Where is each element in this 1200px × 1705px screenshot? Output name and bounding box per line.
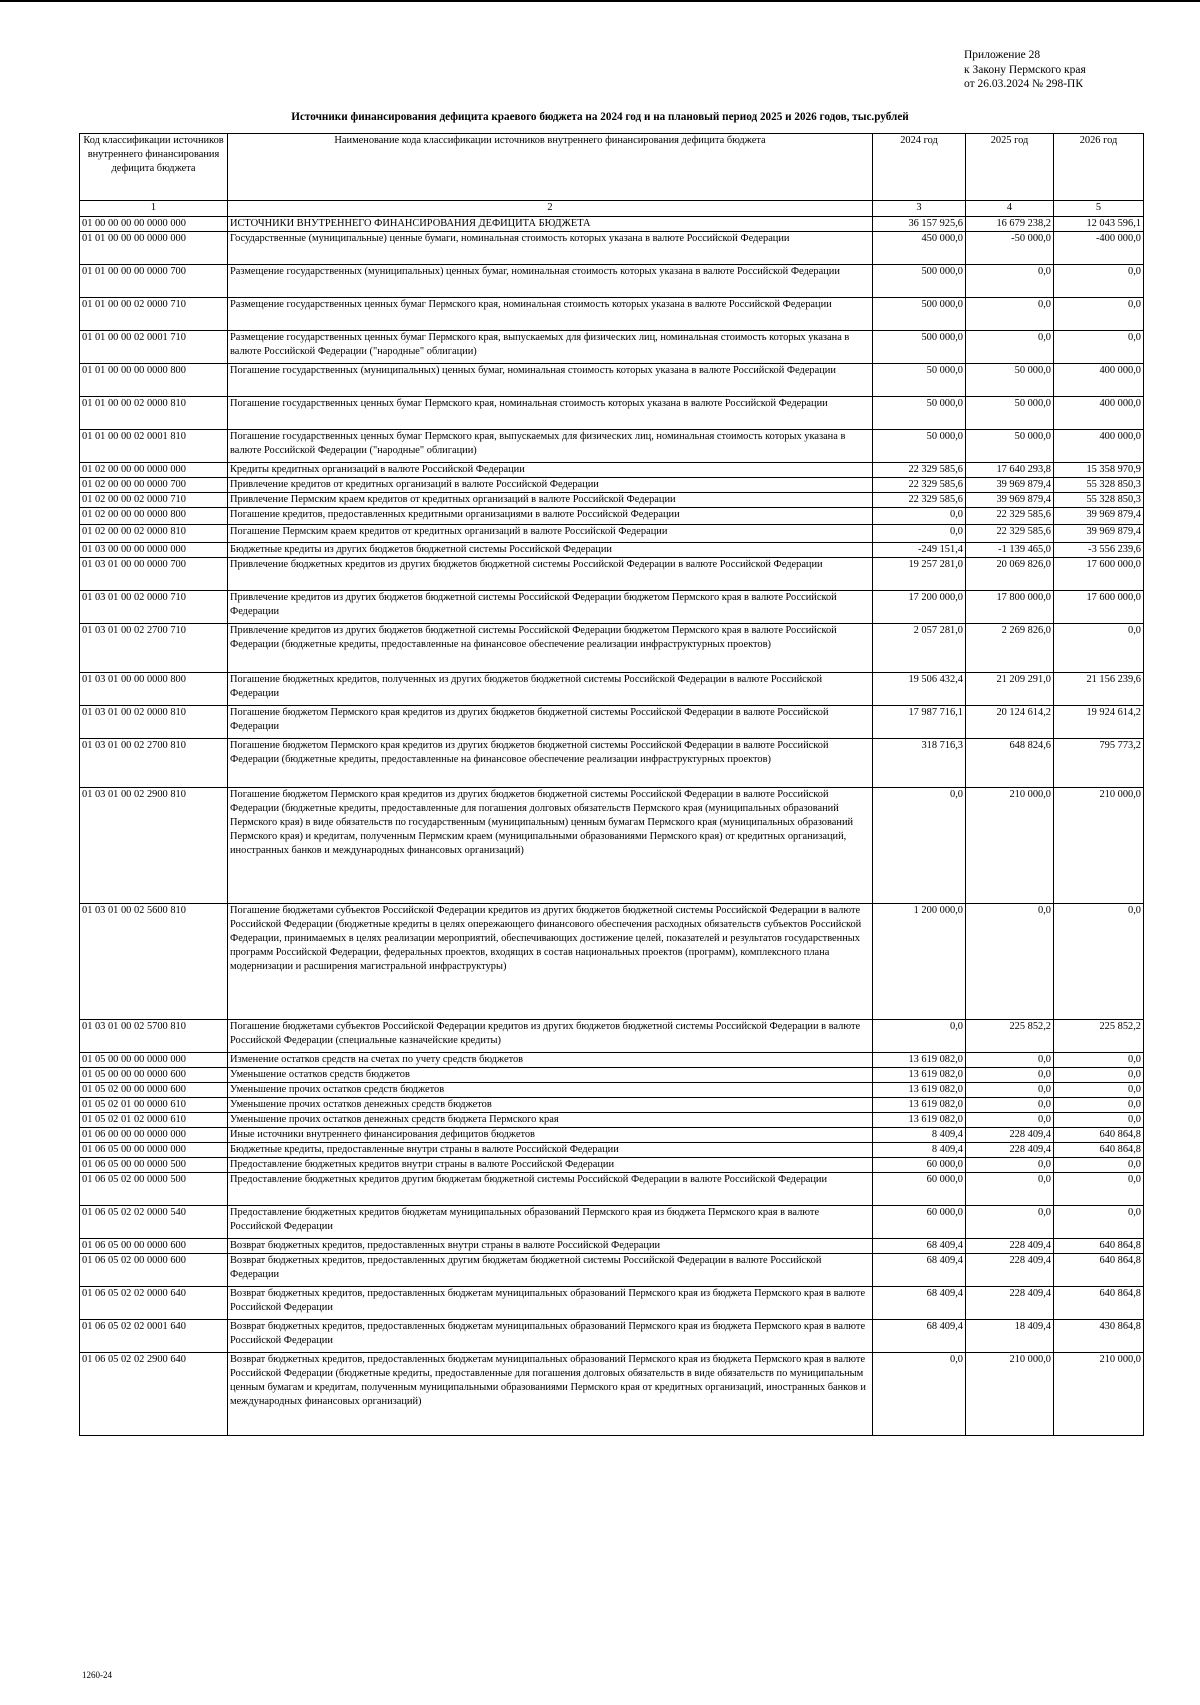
table-cell-2024: 450 000,0	[873, 232, 966, 265]
table-cell-name: Погашение бюджетом Пермского края кредитов из других бюджетов бюджетной системы Российской Федерации в валюте Российской Федерации (бюджетные кредиты, предоставленные для погашения долговых обязательств Пермского края (муниципальных образований Пермского края) в виде обязательств по государственным (муниципальным) ценным бумагам Пермского края (муниципальных образований Пермского края) и кредитам, полученным Пермским краем (муниципальными образованиями Пермского края) от кредитных организаций, иностранных банков и международных финансовых организаций)	[228, 788, 873, 904]
table-cell-2024: 500 000,0	[873, 331, 966, 364]
table-cell-code: 01 02 00 00 00 0000 000	[80, 463, 228, 478]
table-cell-name: Кредиты кредитных организаций в валюте Российской Федерации	[228, 463, 873, 478]
table-cell-code: 01 01 00 00 00 0000 700	[80, 265, 228, 298]
table-cell-name: Бюджетные кредиты из других бюджетов бюджетной системы Российской Федерации	[228, 543, 873, 558]
header-2024: 2024 год	[873, 134, 966, 201]
table-cell-2024: 36 157 925,6	[873, 217, 966, 232]
table-cell-2024: 17 987 716,1	[873, 706, 966, 739]
table-cell-2024: 22 329 585,6	[873, 493, 966, 508]
table-cell-code: 01 01 00 00 00 0000 800	[80, 364, 228, 397]
document-footer-code: 1260-24	[82, 1670, 112, 1680]
table-cell-2024: 50 000,0	[873, 397, 966, 430]
table-cell-2024: 68 409,4	[873, 1239, 966, 1254]
table-row	[80, 1068, 1144, 1083]
table-row	[80, 265, 1144, 298]
table-cell-2024: 8 409,4	[873, 1128, 966, 1143]
table-row	[80, 904, 1144, 1020]
table-cell-2024: 2 057 281,0	[873, 624, 966, 673]
table-cell-code: 01 02 00 00 02 0000 710	[80, 493, 228, 508]
table-cell-2026: 17 600 000,0	[1054, 558, 1144, 591]
table-cell-2024: 60 000,0	[873, 1173, 966, 1206]
table-cell-2025: 22 329 585,6	[966, 525, 1054, 543]
table-row	[80, 1320, 1144, 1353]
table-row	[80, 217, 1144, 232]
table-cell-2025: 0,0	[966, 1068, 1054, 1083]
table-header-row	[80, 134, 1144, 201]
table-cell-2024: 13 619 082,0	[873, 1053, 966, 1068]
table-cell-code: 01 05 02 01 02 0000 610	[80, 1113, 228, 1128]
table-row	[80, 298, 1144, 331]
table-row	[80, 1254, 1144, 1287]
table-cell-name: Погашение Пермским краем кредитов от кредитных организаций в валюте Российской Федерации	[228, 525, 873, 543]
table-cell-name: Привлечение бюджетных кредитов из других бюджетов бюджетной системы Российской Федерации в валюте Российской Федерации	[228, 558, 873, 591]
table-cell-code: 01 03 01 00 02 2900 810	[80, 788, 228, 904]
table-cell-2026: 400 000,0	[1054, 397, 1144, 430]
table-row	[80, 1206, 1144, 1239]
table-cell-2026: 0,0	[1054, 298, 1144, 331]
table-cell-2025: 0,0	[966, 1206, 1054, 1239]
table-row	[80, 1287, 1144, 1320]
table-cell-code: 01 06 05 02 02 0000 540	[80, 1206, 228, 1239]
table-cell-2024: 22 329 585,6	[873, 478, 966, 493]
table-cell-name: Предоставление бюджетных кредитов другим бюджетам бюджетной системы Российской Федерации в валюте Российской Федерации	[228, 1173, 873, 1206]
column-number: 5	[1054, 201, 1144, 217]
table-cell-2026: 12 043 596,1	[1054, 217, 1144, 232]
table-cell-2025: 0,0	[966, 331, 1054, 364]
table-cell-2026: 19 924 614,2	[1054, 706, 1144, 739]
table-cell-code: 01 01 00 00 02 0000 810	[80, 397, 228, 430]
table-row	[80, 591, 1144, 624]
table-row	[80, 508, 1144, 525]
table-cell-code: 01 01 00 00 02 0000 710	[80, 298, 228, 331]
table-cell-2024: 0,0	[873, 788, 966, 904]
table-cell-2025: 21 209 291,0	[966, 673, 1054, 706]
table-cell-name: Погашение бюджетами субъектов Российской Федерации кредитов из других бюджетов бюджетной системы Российской Федерации в валюте Российской Федерации (бюджетные кредиты в целях опережающего финансового обеспечения расходных обязательств субъектов Российской Федерации, принимаемых в целях реализации мероприятий, обеспечивающих достижение целей, показателей и результатов государственных программ Российской Федерации, федеральных проектов, входящих в состав национальных проектов (программ), комплексного плана модернизации и расширения магистральной инфраструктуры)	[228, 904, 873, 1020]
table-cell-2026: 0,0	[1054, 265, 1144, 298]
table-cell-name: Возврат бюджетных кредитов, предоставленных бюджетам муниципальных образований Пермского края из бюджета Пермского края в валюте Российской Федерации (бюджетные кредиты, предоставленные для погашения долговых обязательств в виде обязательств по муниципальным ценным бумагам и кредитам, полученным муниципальными образованиями Пермского края от кредитных организаций, иностранных банков и международных финансовых организаций)	[228, 1353, 873, 1436]
table-cell-2025: 0,0	[966, 1173, 1054, 1206]
table-cell-2025: -50 000,0	[966, 232, 1054, 265]
table-cell-2025: 648 824,6	[966, 739, 1054, 788]
table-cell-2025: 0,0	[966, 1098, 1054, 1113]
table-cell-2024: 17 200 000,0	[873, 591, 966, 624]
table-cell-2026: 210 000,0	[1054, 1353, 1144, 1436]
table-cell-code: 01 03 01 00 00 0000 800	[80, 673, 228, 706]
table-cell-code: 01 06 00 00 00 0000 000	[80, 1128, 228, 1143]
table-row	[80, 493, 1144, 508]
table-row	[80, 1128, 1144, 1143]
table-row	[80, 1083, 1144, 1098]
header-code: Код классификации источников внутреннего финансирования дефицита бюджета	[80, 134, 228, 201]
table-cell-code: 01 05 02 00 00 0000 600	[80, 1083, 228, 1098]
table-cell-2024: 318 716,3	[873, 739, 966, 788]
table-cell-2025: 0,0	[966, 1053, 1054, 1068]
table-cell-name: Размещение государственных ценных бумаг Пермского края, выпускаемых для физических лиц, номинальная стоимость которых указана в валюте Российской Федерации ("народные" облигации)	[228, 331, 873, 364]
table-cell-name: Привлечение кредитов из других бюджетов бюджетной системы Российской Федерации бюджетом Пермского края в валюте Российской Федерации	[228, 591, 873, 624]
table-cell-2026: 0,0	[1054, 904, 1144, 1020]
table-cell-2026: 795 773,2	[1054, 739, 1144, 788]
table-row	[80, 739, 1144, 788]
table-row	[80, 558, 1144, 591]
table-row	[80, 525, 1144, 543]
table-cell-2025: 228 409,4	[966, 1128, 1054, 1143]
table-cell-2024: 19 257 281,0	[873, 558, 966, 591]
table-cell-2025: 22 329 585,6	[966, 508, 1054, 525]
table-cell-2024: 13 619 082,0	[873, 1098, 966, 1113]
table-cell-2026: 0,0	[1054, 331, 1144, 364]
appendix-law: к Закону Пермского края	[964, 63, 1086, 76]
table-cell-name: Уменьшение остатков средств бюджетов	[228, 1068, 873, 1083]
table-row	[80, 1143, 1144, 1158]
table-cell-2026: 55 328 850,3	[1054, 493, 1144, 508]
table-row	[80, 788, 1144, 904]
table-cell-code: 01 06 05 02 00 0000 600	[80, 1254, 228, 1287]
table-cell-2025: 210 000,0	[966, 1353, 1054, 1436]
table-cell-name: Привлечение Пермским краем кредитов от кредитных организаций в валюте Российской Федерации	[228, 493, 873, 508]
table-row	[80, 364, 1144, 397]
table-cell-2026: 0,0	[1054, 1068, 1144, 1083]
table-cell-name: Предоставление бюджетных кредитов бюджетам муниципальных образований Пермского края из бюджета Пермского края в валюте Российской Федерации	[228, 1206, 873, 1239]
table-cell-2025: 225 852,2	[966, 1020, 1054, 1053]
column-number-row	[80, 201, 1144, 217]
table-cell-2025: 50 000,0	[966, 364, 1054, 397]
table-cell-2024: 0,0	[873, 508, 966, 525]
table-cell-2026: 0,0	[1054, 1053, 1144, 1068]
table-row	[80, 331, 1144, 364]
table-cell-2026: 0,0	[1054, 1113, 1144, 1128]
table-cell-2025: 39 969 879,4	[966, 493, 1054, 508]
table-row	[80, 1158, 1144, 1173]
table-cell-2025: 0,0	[966, 904, 1054, 1020]
table-row	[80, 1173, 1144, 1206]
table-cell-2025: 228 409,4	[966, 1287, 1054, 1320]
table-cell-name: Возврат бюджетных кредитов, предоставленных бюджетам муниципальных образований Пермского края из бюджета Пермского края в валюте Российской Федерации	[228, 1320, 873, 1353]
page-title: Источники финансирования дефицита краевого бюджета на 2024 год и на плановый период 2025 и 2026 годов, тыс.рублей	[291, 111, 909, 123]
table-cell-2026: 39 969 879,4	[1054, 525, 1144, 543]
table-cell-2025: 0,0	[966, 1113, 1054, 1128]
table-cell-2026: 640 864,8	[1054, 1287, 1144, 1320]
table-cell-code: 01 03 00 00 00 0000 000	[80, 543, 228, 558]
table-cell-name: Погашение государственных (муниципальных) ценных бумаг, номинальная стоимость которых указана в валюте Российской Федерации	[228, 364, 873, 397]
table-cell-name: Иные источники внутреннего финансирования дефицитов бюджетов	[228, 1128, 873, 1143]
table-cell-2024: 13 619 082,0	[873, 1113, 966, 1128]
table-cell-2025: 0,0	[966, 1158, 1054, 1173]
table-row	[80, 430, 1144, 463]
header-name: Наименование кода классификации источников внутреннего финансирования дефицита бюджета	[228, 134, 873, 201]
table-cell-2024: 50 000,0	[873, 430, 966, 463]
table-cell-2024: 50 000,0	[873, 364, 966, 397]
table-body	[80, 217, 1144, 1436]
table-cell-name: Возврат бюджетных кредитов, предоставленных внутри страны в валюте Российской Федерации	[228, 1239, 873, 1254]
table-cell-2026: 640 864,8	[1054, 1128, 1144, 1143]
table-cell-name: Погашение бюджетных кредитов, полученных из других бюджетов бюджетной системы Российской Федерации в валюте Российской Федерации	[228, 673, 873, 706]
table-cell-name: Возврат бюджетных кредитов, предоставленных другим бюджетам бюджетной системы Российской Федерации в валюте Российской Федерации	[228, 1254, 873, 1287]
table-cell-code: 01 06 05 02 00 0000 500	[80, 1173, 228, 1206]
table-cell-2026: 210 000,0	[1054, 788, 1144, 904]
appendix-date: от 26.03.2024 № 298-ПК	[964, 78, 1084, 90]
table-cell-code: 01 06 05 02 02 0001 640	[80, 1320, 228, 1353]
table-cell-code: 01 02 00 00 00 0000 700	[80, 478, 228, 493]
table-cell-2025: 17 640 293,8	[966, 463, 1054, 478]
table-cell-2025: 228 409,4	[966, 1254, 1054, 1287]
table-cell-2025: 0,0	[966, 265, 1054, 298]
table-cell-2025: 0,0	[966, 1083, 1054, 1098]
table-row	[80, 397, 1144, 430]
column-number: 4	[966, 201, 1054, 217]
table-cell-2024: 0,0	[873, 1020, 966, 1053]
table-cell-code: 01 03 01 00 00 0000 700	[80, 558, 228, 591]
table-cell-2025: -1 139 465,0	[966, 543, 1054, 558]
table-cell-2026: 0,0	[1054, 1158, 1144, 1173]
table-cell-2026: 400 000,0	[1054, 430, 1144, 463]
table-cell-name: Погашение кредитов, предоставленных кредитными организациями в валюте Российской Федерации	[228, 508, 873, 525]
table-cell-code: 01 06 05 02 02 0000 640	[80, 1287, 228, 1320]
table-cell-code: 01 02 00 00 00 0000 800	[80, 508, 228, 525]
table-cell-code: 01 01 00 00 02 0001 810	[80, 430, 228, 463]
appendix-number: Приложение 28	[964, 49, 1041, 61]
table-row	[80, 463, 1144, 478]
table-cell-name: Государственные (муниципальные) ценные бумаги, номинальная стоимость которых указана в валюте Российской Федерации	[228, 232, 873, 265]
table-cell-2026: 0,0	[1054, 1173, 1144, 1206]
table-cell-code: 01 05 00 00 00 0000 000	[80, 1053, 228, 1068]
table-cell-2026: 15 358 970,9	[1054, 463, 1144, 478]
table-cell-code: 01 06 05 00 00 0000 500	[80, 1158, 228, 1173]
table-cell-2024: 1 200 000,0	[873, 904, 966, 1020]
table-cell-name: Уменьшение прочих остатков средств бюджетов	[228, 1083, 873, 1098]
table-cell-name: Привлечение кредитов от кредитных организаций в валюте Российской Федерации	[228, 478, 873, 493]
table-cell-code: 01 03 01 00 02 2700 710	[80, 624, 228, 673]
table-cell-code: 01 03 01 00 02 5600 810	[80, 904, 228, 1020]
table-cell-code: 01 01 00 00 02 0001 710	[80, 331, 228, 364]
table-row	[80, 624, 1144, 673]
table-cell-2024: 500 000,0	[873, 298, 966, 331]
table-cell-2024: 60 000,0	[873, 1158, 966, 1173]
table-cell-name: Погашение бюджетами субъектов Российской Федерации кредитов из других бюджетов бюджетной системы Российской Федерации в валюте Российской Федерации (специальные казначейские кредиты)	[228, 1020, 873, 1053]
table-cell-code: 01 03 01 00 02 0000 810	[80, 706, 228, 739]
budget-sources-table	[79, 133, 1144, 1436]
table-cell-2025: 228 409,4	[966, 1143, 1054, 1158]
table-cell-2025: 16 679 238,2	[966, 217, 1054, 232]
table-cell-2025: 0,0	[966, 298, 1054, 331]
table-cell-name: Бюджетные кредиты, предоставленные внутри страны в валюте Российской Федерации	[228, 1143, 873, 1158]
table-cell-2025: 20 124 614,2	[966, 706, 1054, 739]
table-cell-name: Размещение государственных ценных бумаг Пермского края, номинальная стоимость которых указана в валюте Российской Федерации	[228, 298, 873, 331]
table-cell-2026: 400 000,0	[1054, 364, 1144, 397]
table-cell-name: Уменьшение прочих остатков денежных средств бюджетов	[228, 1098, 873, 1113]
table-cell-code: 01 06 05 00 00 0000 000	[80, 1143, 228, 1158]
table-cell-2026: 640 864,8	[1054, 1143, 1144, 1158]
table-row	[80, 478, 1144, 493]
table-cell-code: 01 05 02 01 00 0000 610	[80, 1098, 228, 1113]
table-cell-2024: 0,0	[873, 1353, 966, 1436]
table-cell-2026: 39 969 879,4	[1054, 508, 1144, 525]
table-cell-2025: 210 000,0	[966, 788, 1054, 904]
table-cell-2024: 8 409,4	[873, 1143, 966, 1158]
table-row	[80, 673, 1144, 706]
table-cell-2024: 19 506 432,4	[873, 673, 966, 706]
table-cell-code: 01 02 00 00 02 0000 810	[80, 525, 228, 543]
scan-top-edge	[0, 0, 1200, 2]
table-cell-2026: 0,0	[1054, 1083, 1144, 1098]
table-cell-2024: 0,0	[873, 525, 966, 543]
table-cell-2026: 640 864,8	[1054, 1254, 1144, 1287]
table-row	[80, 1053, 1144, 1068]
header-2025: 2025 год	[966, 134, 1054, 201]
table-cell-2024: 68 409,4	[873, 1254, 966, 1287]
table-cell-name: Погашение бюджетом Пермского края кредитов из других бюджетов бюджетной системы Российской Федерации в валюте Российской Федерации (бюджетные кредиты, предоставленные на финансовое обеспечение реализации инфраструктурных проектов)	[228, 739, 873, 788]
table-row	[80, 232, 1144, 265]
table-cell-2024: 68 409,4	[873, 1287, 966, 1320]
table-row	[80, 1239, 1144, 1254]
table-cell-2024: -249 151,4	[873, 543, 966, 558]
table-cell-2024: 500 000,0	[873, 265, 966, 298]
table-cell-code: 01 00 00 00 00 0000 000	[80, 217, 228, 232]
table-cell-code: 01 06 05 02 02 2900 640	[80, 1353, 228, 1436]
table-cell-2026: 55 328 850,3	[1054, 478, 1144, 493]
table-cell-2024: 13 619 082,0	[873, 1083, 966, 1098]
table-cell-2026: -3 556 239,6	[1054, 543, 1144, 558]
table-cell-code: 01 03 01 00 02 2700 810	[80, 739, 228, 788]
table-cell-2025: 228 409,4	[966, 1239, 1054, 1254]
table-cell-2026: 17 600 000,0	[1054, 591, 1144, 624]
appendix-header	[964, 48, 1086, 92]
column-number: 2	[228, 201, 873, 217]
table-cell-name: Погашение государственных ценных бумаг Пермского края, выпускаемых для физических лиц, номинальная стоимость которых указана в валюте Российской Федерации ("народные" облигации)	[228, 430, 873, 463]
table-cell-2026: 0,0	[1054, 1098, 1144, 1113]
table-cell-name: Погашение государственных ценных бумаг Пермского края, номинальная стоимость которых указана в валюте Российской Федерации	[228, 397, 873, 430]
table-cell-2026: 225 852,2	[1054, 1020, 1144, 1053]
table-cell-name: Предоставление бюджетных кредитов внутри страны в валюте Российской Федерации	[228, 1158, 873, 1173]
table-row	[80, 1113, 1144, 1128]
table-cell-code: 01 03 01 00 02 5700 810	[80, 1020, 228, 1053]
table-row	[80, 706, 1144, 739]
table-cell-code: 01 03 01 00 02 0000 710	[80, 591, 228, 624]
table-row	[80, 1098, 1144, 1113]
table-row	[80, 1020, 1144, 1053]
table-cell-name: Размещение государственных (муниципальных) ценных бумаг, номинальная стоимость которых указана в валюте Российской Федерации	[228, 265, 873, 298]
table-cell-2026: 430 864,8	[1054, 1320, 1144, 1353]
table-cell-name: Уменьшение прочих остатков денежных средств бюджета Пермского края	[228, 1113, 873, 1128]
table-cell-name: Изменение остатков средств на счетах по учету средств бюджетов	[228, 1053, 873, 1068]
table-cell-2026: 0,0	[1054, 1206, 1144, 1239]
table-cell-name: Погашение бюджетом Пермского края кредитов из других бюджетов бюджетной системы Российской Федерации в валюте Российской Федерации	[228, 706, 873, 739]
table-cell-2025: 20 069 826,0	[966, 558, 1054, 591]
table-row	[80, 1353, 1144, 1436]
table-cell-code: 01 06 05 00 00 0000 600	[80, 1239, 228, 1254]
table-cell-2025: 50 000,0	[966, 397, 1054, 430]
table-cell-name: Привлечение кредитов из других бюджетов бюджетной системы Российской Федерации бюджетом Пермского края в валюте Российской Федерации (бюджетные кредиты, предоставленные на финансовое обеспечение реализации инфраструктурных проектов)	[228, 624, 873, 673]
table-cell-2025: 50 000,0	[966, 430, 1054, 463]
table-cell-2024: 13 619 082,0	[873, 1068, 966, 1083]
table-cell-name: ИСТОЧНИКИ ВНУТРЕННЕГО ФИНАНСИРОВАНИЯ ДЕФИЦИТА БЮДЖЕТА	[228, 217, 873, 232]
table-cell-2026: 640 864,8	[1054, 1239, 1144, 1254]
table-cell-2026: 0,0	[1054, 624, 1144, 673]
table-cell-code: 01 05 00 00 00 0000 600	[80, 1068, 228, 1083]
table-cell-2025: 18 409,4	[966, 1320, 1054, 1353]
column-number: 3	[873, 201, 966, 217]
table-cell-code: 01 01 00 00 00 0000 000	[80, 232, 228, 265]
table-cell-2024: 68 409,4	[873, 1320, 966, 1353]
table-row	[80, 543, 1144, 558]
column-number: 1	[80, 201, 228, 217]
table-cell-2024: 22 329 585,6	[873, 463, 966, 478]
table-cell-2025: 39 969 879,4	[966, 478, 1054, 493]
table-cell-name: Возврат бюджетных кредитов, предоставленных бюджетам муниципальных образований Пермского края из бюджета Пермского края в валюте Российской Федерации	[228, 1287, 873, 1320]
table-cell-2024: 60 000,0	[873, 1206, 966, 1239]
header-2026: 2026 год	[1054, 134, 1144, 201]
table-cell-2026: 21 156 239,6	[1054, 673, 1144, 706]
table-cell-2025: 2 269 826,0	[966, 624, 1054, 673]
table-cell-2026: -400 000,0	[1054, 232, 1144, 265]
table-cell-2025: 17 800 000,0	[966, 591, 1054, 624]
